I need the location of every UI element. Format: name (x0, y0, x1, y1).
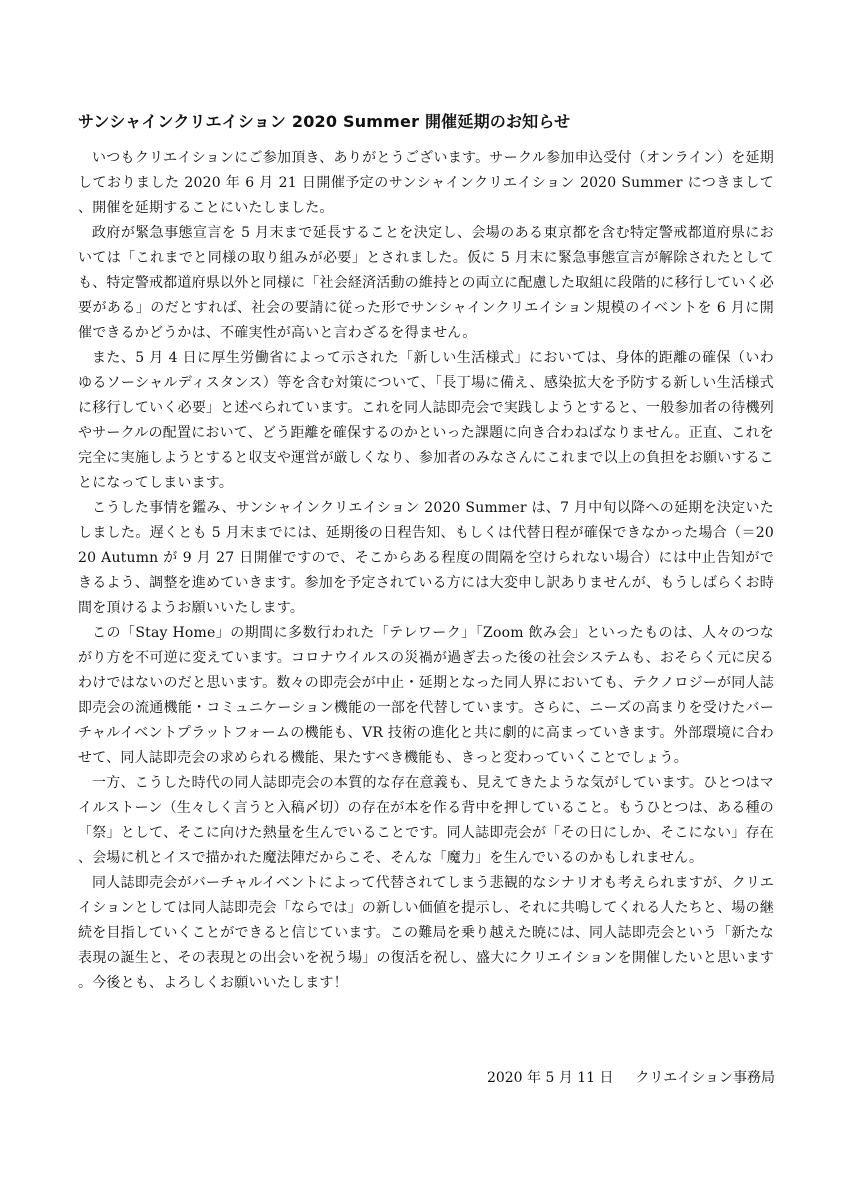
paragraph-emergency-declaration: 政府が緊急事態宣言を 5 月末まで延長することを決定し、会場のある東京都を含む特定警戒都道府県においては「これまでと同様の取り組みが必要」とされました。仮に 5 月末に緊急事態宣言が解除されたとしても、特定警戒都道府県以外と同様に「社会経済活動の維持との両立に配慮した取組に段階的に移行していく必要がある」のだとすれば、社会の要請に従った形でサンシャインクリエイション規模のイベントを 6 月に開催できるかどうかは、不確実性が高いと言わざるを得ません。 (78, 225, 774, 341)
paragraph-closing: 同人誌即売会がバーチャルイベントによって代替されてしまう悲観的なシナリオも考えられますが、クリエイションとしては同人誌即売会「ならでは」の新しい価値を提示し、それに共鳴してくれる人たちと、場の継続を目指していくことができると信じています。この難局を乗り越えた暁には、同人誌即売会という「新たな表現の誕生と、その表現との出会いを祝う場」の復活を祝し、盛大にクリエイションを開催したいと思います。今後とも、よろしくお願いいたします！ (78, 875, 774, 991)
paragraph-stay-home: この「Stay Home」の期間に多数行われた「テレワーク」「Zoom 飲み会」といったものは、人々のつながり方を不可逆に変えています。コロナウイルスの災禍が過ぎ去った後の社会システムも、おそらく元に戻るわけではないのだと思います。数々の即売会が中止・延期となった同人界においても、テクノロジーが同人誌即売会の流通機能・コミュニケーション機能の一部を代替しています。さらに、ニーズの高まりを受けたバーチャルイベントプラットフォームの機能も、VR 技術の進化と共に劇的に高まっていきます。外部環境に合わせて、同人誌即売会の求められる機能、果たすべき機能も、きっと変わっていくことでしょう。 (78, 625, 774, 766)
document-body (78, 146, 774, 996)
signature-line (175, 1066, 775, 1091)
paragraph-new-lifestyle: また、5 月 4 日に厚生労働省によって示された「新しい生活様式」においては、身体的距離の確保（いわゆるソーシャルディスタンス）等を含む対策について、「長丁場に備え、感染拡大を予防する新しい生活様式に移行していく必要」と述べられています。これを同人誌即売会で実践しようとすると、一般参加者の待機列やサークルの配置において、どう距離を確保するのかといった課題に向き合わねばなりません。正直、これを完全に実施しようとすると収支や運営が厳しくなり、参加者のみなさんにこれまで以上の負担をお願いすることになってしまいます。 (78, 350, 774, 491)
page-title: サンシャインクリエイション 2020 Summer 開催延期のお知らせ (78, 112, 571, 131)
paragraph-postponement-decision: こうした事情を鑑み、サンシャインクリエイション 2020 Summer は、7 月中旬以降への延期を決定いたしました。遅くとも 5 月末までには、延期後の日程告知、もしくは代替日程が確保できなかった場合（＝2020 Autumn が 9 月 27 日開催ですので、そこからある程度の間隔を空けられない場合）には中止告知ができるよう、調整を進めていきます。参加を予定されている方には大変申し訳ありませんが、もうしばらくお時間を頂けるようお願いいたします。 (78, 500, 774, 616)
signature-organization: クリエイション事務局 (635, 1070, 775, 1086)
paragraph-significance: 一方、こうした時代の同人誌即売会の本質的な存在意義も、見えてきたような気がしています。ひとつはマイルストーン（生々しく言うと入稿〆切）の存在が本を作る背中を押していること。もうひとつは、ある種の「祭」として、そこに向けた熱量を生んでいることです。同人誌即売会が「その日にしか、そこにない」存在、会場に机とイスで描かれた魔法陣だからこそ、そんな「魔力」を生んでいるのかもしれません。 (78, 775, 774, 866)
signature-date: 2020 年 5 月 11 日 (486, 1070, 614, 1086)
paragraph-intro: いつもクリエイションにご参加頂き、ありがとうございます。サークル参加申込受付（オンライン）を延期しておりました 2020 年 6 月 21 日開催予定のサンシャインクリエイション 2020 Summer につきまして、開催を延期することにいたしました。 (78, 150, 774, 216)
